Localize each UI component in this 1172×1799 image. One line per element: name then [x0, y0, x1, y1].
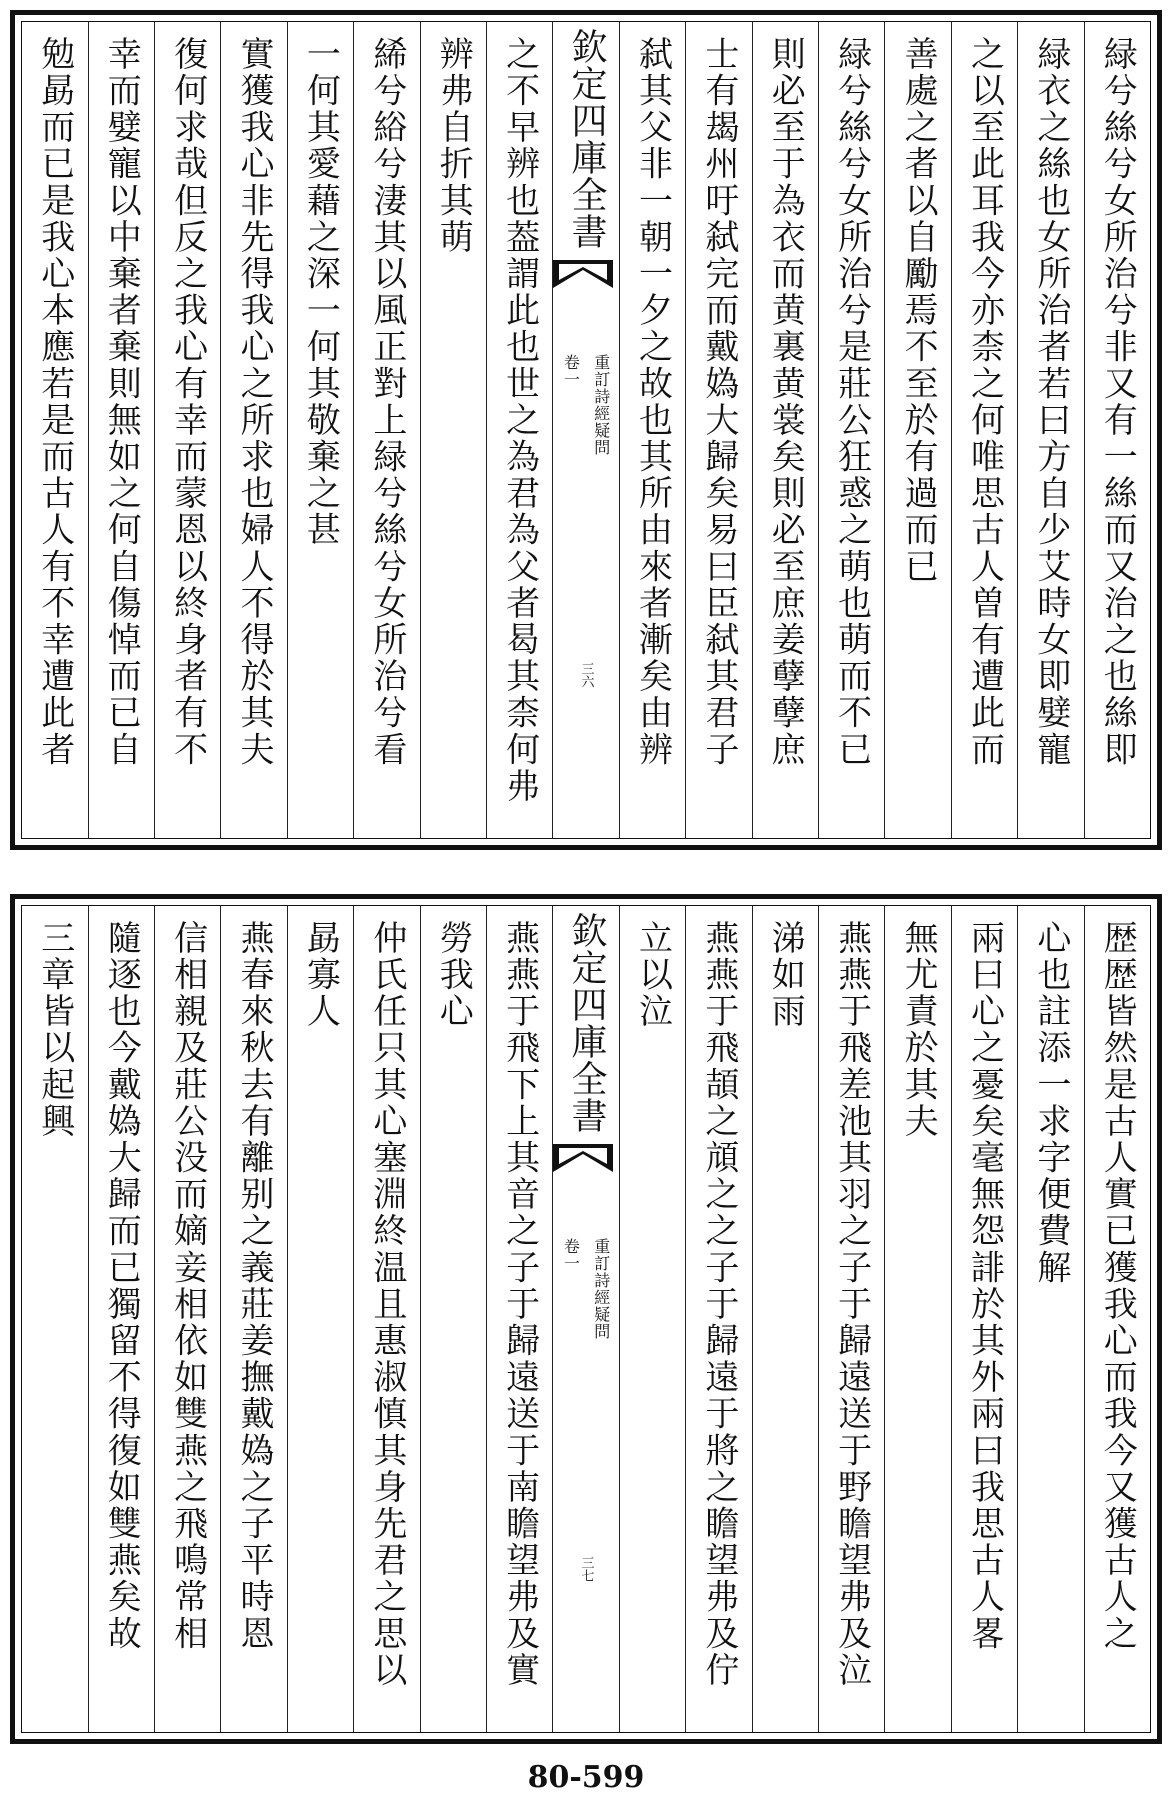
page-inner-border [21, 905, 1151, 1733]
text-column: 士有朅州吁弑完而戴媯大歸矣易曰臣弑其君子 [698, 36, 739, 768]
text-column: 復何求哉但反之我心有幸而蒙恩以終身者有不 [167, 36, 208, 768]
text-column: 燕燕于飛頡之頏之之子于歸遠于將之瞻望弗及佇 [698, 920, 739, 1689]
center-fold-column [552, 22, 618, 838]
folio-number: 三七 [578, 1556, 594, 1582]
text-column: 之不早辨也葢謂此也世之為君為父者曷其柰何弗 [499, 36, 540, 805]
text-column: 一何其愛藉之深一何其敬棄之甚 [300, 36, 341, 549]
juan-label: 卷一 [561, 1238, 581, 1272]
text-column: 歴歴皆然是古人實已獲我心而我今又獲古人之 [1097, 920, 1138, 1652]
text-column: 涕如雨 [765, 920, 806, 1030]
text-column: 善處之者以自勵焉不至於有過而已 [898, 36, 939, 585]
page-frame [10, 894, 1162, 1744]
text-column: 則必至于為衣而黄裏黄裳矣則必至庶姜孽孽庶 [765, 36, 806, 768]
text-column: 仲氏任只其心塞淵終温且惠淑慎其身先君之思以 [366, 920, 407, 1689]
text-columns [22, 906, 1150, 1732]
text-columns [22, 22, 1150, 838]
text-column: 緑兮絲兮女所治兮非又有一絲而又治之也絲即 [1097, 36, 1138, 768]
text-column: 緑衣之絲也女所治者若曰方自少艾時女即嬖寵 [1030, 36, 1071, 768]
text-column: 勗寡人 [300, 920, 341, 1030]
text-column: 緑兮絲兮女所治兮是莊公狂惑之萌也萌而不已 [831, 36, 872, 768]
juan-label: 卷一 [561, 354, 581, 388]
text-column: 隨逐也今戴媯大歸而已獨留不得復如雙燕矣故 [101, 920, 142, 1652]
fishtail-mark-icon [553, 260, 613, 290]
text-column: 燕燕于飛下上其音之子于歸遠送于南瞻望弗及實 [499, 920, 540, 1689]
page-inner-border [21, 21, 1151, 839]
center-title: 欽定四庫全書 [566, 912, 608, 1134]
text-column: 辨弗自折其萌 [433, 36, 474, 256]
text-column: 燕春來秋去有離别之義莊姜撫戴媯之子平時恩 [234, 920, 275, 1652]
center-title: 欽定四庫全書 [566, 28, 608, 250]
text-column: 無尤責於其夫 [898, 920, 939, 1140]
book-title: 重訂詩經疑問 [591, 354, 611, 456]
center-fold-column [552, 906, 618, 1732]
text-column: 之以至此耳我今亦柰之何唯思古人曽有遭此而 [964, 36, 1005, 768]
text-column: 信相親及莊公没而嫡妾相依如雙燕之飛鳴常相 [167, 920, 208, 1652]
page-folio-37 [0, 888, 1172, 1754]
page-folio-36 [0, 0, 1172, 860]
text-column: 燕燕于飛差池其羽之子于歸遠送于野瞻望弗及泣 [831, 920, 872, 1689]
text-column: 兩曰心之憂矣毫無怨誹於其外兩曰我思古人畧 [964, 920, 1005, 1652]
fishtail-mark-icon [553, 1144, 613, 1174]
folio-number: 三六 [578, 662, 594, 688]
book-title: 重訂詩經疑問 [591, 1238, 611, 1340]
text-column: 弑其父非一朝一夕之故也其所由來者漸矣由辨 [632, 36, 673, 768]
text-column: 三章皆以起興 [34, 920, 75, 1140]
page-number: 80-599 [527, 1760, 645, 1795]
text-column: 勞我心 [433, 920, 474, 1030]
text-column: 絺兮綌兮淒其以風正對上緑兮絲兮女所治兮看 [366, 36, 407, 768]
text-column: 實獲我心非先得我心之所求也婦人不得於其夫 [234, 36, 275, 768]
text-column: 心也註添一求字便費解 [1030, 920, 1071, 1286]
text-column: 勉勗而已是我心本應若是而古人有不幸遭此者 [34, 36, 75, 768]
text-column: 立以泣 [632, 920, 673, 1030]
text-column: 幸而嬖寵以中棄者棄則無如之何自傷悼而已自 [101, 36, 142, 768]
page-frame [10, 10, 1162, 850]
